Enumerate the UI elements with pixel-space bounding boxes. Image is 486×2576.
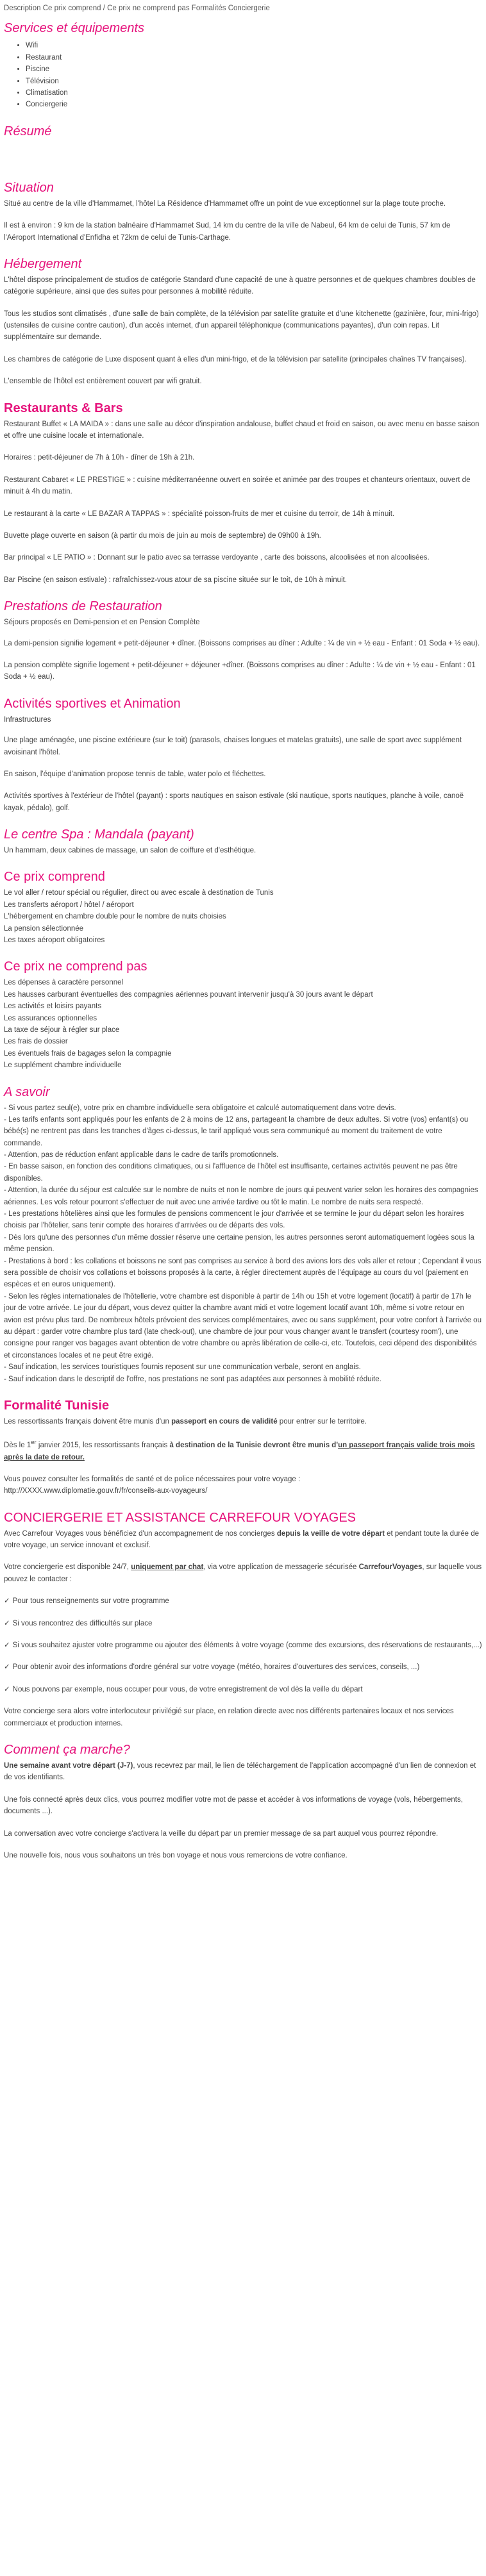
- list-item: - Sauf indication, les services touristiques fournis reposent sur une communication verbale, seront en anglais.: [4, 1363, 361, 1372]
- spa-paragraph: Un hammam, deux cabines de massage, un salon de coiffure et d'esthétique.: [4, 847, 256, 855]
- activites-paragraph: En saison, l'équipe d'animation propose tennis de table, water polo et fléchettes.: [4, 770, 266, 778]
- text: Avec Carrefour Voyages vous bénéficiez d'un accompagnement de nos concierges: [4, 1529, 277, 1538]
- check-item: [4, 1684, 482, 1695]
- list-item: - Attention, pas de réduction enfant applicable dans le cadre de tarifs promotionnels.: [4, 1151, 279, 1159]
- list-item: - Sauf indication dans le descriptif de l'offre, nos prestations ne sont pas adaptées aux personnes à mobilité réduite.: [4, 1375, 381, 1383]
- text-bold: à destination de la Tunisie devront être munis d': [169, 1442, 339, 1450]
- text: , via votre application de messagerie sécurisée: [203, 1563, 359, 1572]
- hebergement-paragraph: Tous les studios sont climatisés , d'une salle de bain complète, de la télévision par satellite gratuite et d'une kitchenette (gazinière, four, mini-frigo) (ustensiles de cuisine contre caution), d'un accès internet, d'un appareil téléphonique (communications payantes), d'un coin repas. Lit supplémentaire sur demande.: [4, 310, 479, 342]
- restaurants-paragraph: Horaires : petit-déjeuner de 7h à 10h - dîner de 19h à 21h.: [4, 454, 195, 462]
- check-icon: ✓: [4, 1641, 10, 1650]
- restaurants-paragraph: Le restaurant à la carte « LE BAZAR A TAPPAS » : spécialité poisson-fruits de mer et cuisine du terroir, de 14h à minuit.: [4, 510, 395, 518]
- conciergerie-paragraph: [4, 1528, 482, 1552]
- formalite-paragraph: [4, 1474, 482, 1497]
- diplomatie-link[interactable]: http://XXXX.www.diplomatie.gouv.fr/fr/conseils-aux-voyageurs/: [4, 1487, 208, 1495]
- list-item: Les dépenses à caractère personnel: [4, 979, 124, 987]
- services-title: Services et équipements: [4, 21, 145, 36]
- comprend-title: Ce prix comprend: [4, 870, 105, 885]
- check-icon: ✓: [4, 1663, 10, 1672]
- check-item: [4, 1661, 482, 1673]
- situation-paragraph: Situé au centre de la ville d'Hammamet, l'hôtel La Résidence d'Hammamet offre un point de vue exceptionnel sur la plage toute proche.: [4, 199, 446, 208]
- list-item: - Si vous partez seul(e), votre prix en chambre individuelle sera obligatoire et calculé automatiquement dans votre devis.: [4, 1104, 396, 1112]
- restaurants-paragraph: Buvette plage ouverte en saison (à partir du mois de juin au mois de septembre) de 09h00 à 19h.: [4, 531, 321, 540]
- text: Les ressortissants français doivent être munis d'un: [4, 1417, 172, 1425]
- check-item-text: Si vous souhaitez ajuster votre programme ou ajouter des éléments à votre voyage (comme des excursions, des réservations de restaurants,...): [12, 1641, 482, 1650]
- list-item: Le vol aller / retour spécial ou régulier, direct ou avec escale à destination de Tunis: [4, 889, 274, 897]
- text: Votre conciergerie est disponible 24/7,: [4, 1563, 131, 1572]
- list-item: • Wifi: [26, 40, 482, 51]
- breadcrumb-description[interactable]: Description: [4, 4, 41, 12]
- prestations-paragraph: La pension complète signifie logement + petit-déjeuner + déjeuner +dîner. (Boissons comprises au dîner : Adulte : ¼ de vin + ½ eau - Enfant : 01 Soda + ½ eau).: [4, 661, 476, 681]
- text: Dès le 1: [4, 1442, 31, 1450]
- breadcrumb-conciergerie[interactable]: Conciergerie: [228, 4, 270, 12]
- hebergement-title: Hébergement: [4, 256, 82, 271]
- chat-link[interactable]: uniquement par chat: [131, 1563, 204, 1572]
- list-item: - En basse saison, en fonction des conditions climatiques, ou si l'affluence de l'hôtel est insuffisante, certaines activités peuvent ne pas être disponibles.: [4, 1163, 458, 1183]
- comment-paragraph: La conversation avec votre concierge s'activera la veille du départ par un premier message de sa part auquel vous pourrez répondre.: [4, 1829, 439, 1838]
- list-item: - Selon les règles internationales de l'hôtellerie, votre chambre est disponible à partir de 14h ou 15h et votre logement (locatif) à partir de 17h le jour de votre arrivée. Le jour du départ, vous devez quitter la chambre avant midi et votre logement locatif avant 10h, même si votre retour en avion est prévu plus tard. De nombreux hôtels prévoient des services complémentaires, avec ou sans supplément, pour votre confort à l'arrivée ou au départ : garder votre chambre plus tard (late check-out), une chambre de jour pour vous changer avant le transfert (courtesy room'), une consigne pour ranger vos bagages avant obtention de votre chambre ou après libération de celle-ci, etc. Toutefois, ceci dépend des disponibilités et circonstances locales et ne peut être exigé.: [4, 1292, 482, 1359]
- check-icon: ✓: [4, 1597, 10, 1606]
- activites-paragraph: Activités sportives à l'extérieur de l'hôtel (payant) : sports nautiques en saison estivale (ski nautique, sports nautiques, planche à voile, canoë kayak, pédalo), golf.: [4, 792, 464, 812]
- list-item: - Les prestations hôtelières ainsi que les formules de pensions commencent le jour d'arrivée et se termine le jour du départ selon les horaires choisis par l'hôtelier, sans tenir compte des horaires d'arrivées ou de départs des vols.: [4, 1210, 464, 1230]
- check-item-text: Pour obtenir avoir des informations d'ordre général sur votre voyage (météo, horaires d'ouvertures des services, conseils, ...): [12, 1663, 420, 1672]
- text-bold: passeport en cours de validité: [171, 1417, 278, 1425]
- hebergement-paragraph: L'ensemble de l'hôtel est entièrement couvert par wifi gratuit.: [4, 378, 202, 386]
- check-item-text: Nous pouvons par exemple, nous occuper pour vous, de votre enregistrement de vol dès la veille du départ: [12, 1685, 363, 1693]
- comment-title: Comment ça marche?: [4, 1742, 130, 1757]
- breadcrumb-ce-prix-comprend[interactable]: Ce prix comprend: [42, 4, 101, 12]
- text: et pendant toute la durée de votre voyage, un service innovant et exclusif.: [4, 1529, 479, 1550]
- list-item: Les éventuels frais de bagages selon la compagnie: [4, 1049, 172, 1058]
- list-item: • Conciergerie: [26, 99, 482, 110]
- hebergement-paragraph: L'hôtel dispose principalement de studios de catégorie Standard d'une capacité de une à quatre personnes et de quelques chambres doubles de catégorie supérieure, ainsi que des suites pour personnes à mobilité réduite.: [4, 276, 476, 296]
- list-item: - Dès lors qu'une des personnes d'un même dossier réserve une certaine pension, les autres personnes seront automatiquement logées sous la même pension.: [4, 1233, 474, 1254]
- comprend-list: [4, 887, 482, 946]
- services-list: [4, 40, 482, 110]
- breadcrumb-separator: /: [103, 4, 105, 12]
- list-item: • Climatisation: [26, 87, 482, 99]
- breadcrumb-formalites[interactable]: Formalités: [191, 4, 226, 12]
- list-item: Les assurances optionnelles: [4, 1014, 97, 1022]
- activites-title: Activités sportives et Animation: [4, 696, 181, 711]
- prestations-title: Prestations de Restauration: [4, 599, 162, 614]
- text-bold: CarrefourVoyages: [358, 1563, 423, 1572]
- asavoir-title: A savoir: [4, 1084, 50, 1099]
- check-item: [4, 1618, 482, 1629]
- hebergement-paragraph: Les chambres de catégorie de Luxe disposent quant à elles d'un mini-frigo, et de la télévision par satellite (principales chaînes TV françaises).: [4, 355, 467, 363]
- situation-paragraph: Il est à environ : 9 km de la station balnéaire d'Hammamet Sud, 14 km du centre de la ville de Nabeul, 64 km de celui de Tunis, 57 km de l'Aéroport International d'Enfidha et 72km de celui de Tunis-Carthage.: [4, 222, 451, 242]
- list-item: Le supplément chambre individuelle: [4, 1061, 122, 1070]
- list-item: Les transferts aéroport / hôtel / aéroport: [4, 901, 134, 909]
- list-item: Les activités et loisirs payants: [4, 1002, 102, 1011]
- text: , sur laquelle vous pouvez le contacter :: [4, 1563, 482, 1583]
- check-item: [4, 1640, 482, 1651]
- activites-subtitle: Infrastructures: [4, 715, 51, 724]
- list-item: Les hausses carburant éventuelles des compagnies aériennes pouvant intervenir jusqu'à 30 jours avant le départ: [4, 990, 373, 999]
- list-item: Les taxes aéroport obligatoires: [4, 936, 105, 945]
- list-item: - Prestations à bord : les collations et boissons ne sont pas comprises au service à bord des avions lors des vols aller et retour ; Cependant il vous sera possible de choisir vos collations et boissons proposés à la carte, à régler directement auprès de l'équipage au cours du vol (paiement en espèces et en euros uniquement).: [4, 1257, 482, 1289]
- restaurants-paragraph: Bar principal « LE PATIO » : Donnant sur le patio avec sa terrasse verdoyante , carte des boissons, alcoolisées et non alcoolisées.: [4, 554, 430, 562]
- list-item: - Attention, la durée du séjour est calculée sur le nombre de nuits et non le nombre de jours qui peuvent varier selon les horaires des compagnies aériennes. Les vols retour pourront s'effectuer de nuit avec une arrivée tardive ou tôt le matin. Le nombre de nuits sera respecté.: [4, 1186, 478, 1206]
- list-item: La pension sélectionnée: [4, 924, 84, 933]
- asavoir-list: [4, 1102, 482, 1385]
- check-item-text: Pour tous renseignements sur votre programme: [12, 1597, 169, 1606]
- conciergerie-paragraph: [4, 1561, 482, 1585]
- restaurants-paragraph: Restaurant Buffet « LA MAIDA » : dans une salle au décor d'inspiration andalouse, buffet chaud et froid en saison, ou avec menu en basse saison et offre une cuisine locale et internationale.: [4, 420, 480, 440]
- formalite-title: Formalité Tunisie: [4, 1398, 110, 1413]
- list-item: • Télévision: [26, 76, 482, 87]
- restaurants-paragraph: Restaurant Cabaret « LE PRESTIGE » : cuisine méditerranéenne ouvert en soirée et animée par des troupes et chanteurs orientaux, ouvert de minuit à 4h du matin.: [4, 476, 471, 496]
- check-item: [4, 1595, 482, 1607]
- prestations-paragraph: La demi-pension signifie logement + petit-déjeuner + dîner. (Boissons comprises au dîner : Adulte : ¼ de vin + ½ eau - Enfant : 01 Soda + ½ eau).: [4, 639, 480, 647]
- check-icon: ✓: [4, 1619, 10, 1627]
- activites-paragraph: Une plage aménagée, une piscine extérieure (sur le toit) (parasols, chaises longues et matelas gratuits), une salle de sport avec supplément avoisinant l'hôtel.: [4, 736, 462, 756]
- breadcrumb: [4, 3, 482, 14]
- text: janvier 2015, les ressortissants français: [36, 1442, 170, 1450]
- passport-link[interactable]: un passeport français valide trois mois après la date de retour.: [4, 1442, 475, 1461]
- list-item: • Piscine: [26, 63, 482, 75]
- text: pour entrer sur le territoire.: [277, 1417, 367, 1425]
- prestations-subtitle: Séjours proposés en Demi-pension et en Pension Complète: [4, 619, 200, 627]
- check-item-text: Si vous rencontrez des difficultés sur place: [12, 1619, 153, 1627]
- comment-paragraph: Une fois connecté après deux clics, vous pourrez modifier votre mot de passe et accéder à vos informations de voyage (vols, hébergements, documents ...).: [4, 1795, 463, 1816]
- ne-comprend-list: [4, 977, 482, 1071]
- resume-title: Résumé: [4, 124, 52, 138]
- text: Vous pouvez consulter les formalités de santé et de police nécessaires pour votre voyage :: [4, 1475, 301, 1483]
- conciergerie-paragraph: Votre concierge sera alors votre interlocuteur privilégié sur place, en relation directe avec nos différents partenaires locaux et nos services commerciaux et production internes.: [4, 1708, 454, 1727]
- spa-title: Le centre Spa : Mandala (payant): [4, 827, 194, 842]
- breadcrumb-ne-comprend-pas[interactable]: Ce prix ne comprend pas: [107, 4, 190, 12]
- text: , vous recevrez par mail, le lien de téléchargement de l'application accompagné d'un lien de connexion et de vos identifiants.: [4, 1761, 476, 1782]
- superscript: er: [31, 1439, 37, 1447]
- list-item: L'hébergement en chambre double pour le nombre de nuits choisies: [4, 913, 226, 921]
- conciergerie-title: CONCIERGERIE ET ASSISTANCE CARREFOUR VOYAGES: [4, 1510, 356, 1525]
- list-item: • Restaurant: [26, 52, 482, 63]
- comment-paragraph: [4, 1760, 482, 1784]
- resume-empty-space: [4, 142, 482, 167]
- list-item: Les frais de dossier: [4, 1038, 68, 1046]
- restaurants-title: Restaurants & Bars: [4, 401, 123, 415]
- restaurants-paragraph: Bar Piscine (en saison estivale) : rafraîchissez-vous atour de sa piscine située sur le toit, de 10h à minuit.: [4, 576, 348, 584]
- ne-comprend-title: Ce prix ne comprend pas: [4, 960, 147, 974]
- formalite-paragraph: [4, 1438, 482, 1463]
- formalite-paragraph: [4, 1416, 482, 1427]
- comment-paragraph: Une nouvelle fois, nous vous souhaitons un très bon voyage et nous vous remercions de votre confiance.: [4, 1851, 348, 1859]
- list-item: - Les tarifs enfants sont appliqués pour les enfants de 2 à moins de 12 ans, partageant la chambre de deux adultes. Si votre (vos) enfant(s) ou bébé(s) ne rentrent pas dans les tranches d'âges ci-dessus, le tarif appliqué vous sera communiqué au moment du traitement de votre commande.: [4, 1115, 469, 1147]
- situation-title: Situation: [4, 180, 54, 195]
- text-bold: Une semaine avant votre départ (J-7): [4, 1761, 133, 1770]
- list-item: La taxe de séjour à régler sur place: [4, 1026, 120, 1034]
- check-icon: ✓: [4, 1685, 10, 1693]
- text-bold: depuis la veille de votre départ: [276, 1529, 385, 1538]
